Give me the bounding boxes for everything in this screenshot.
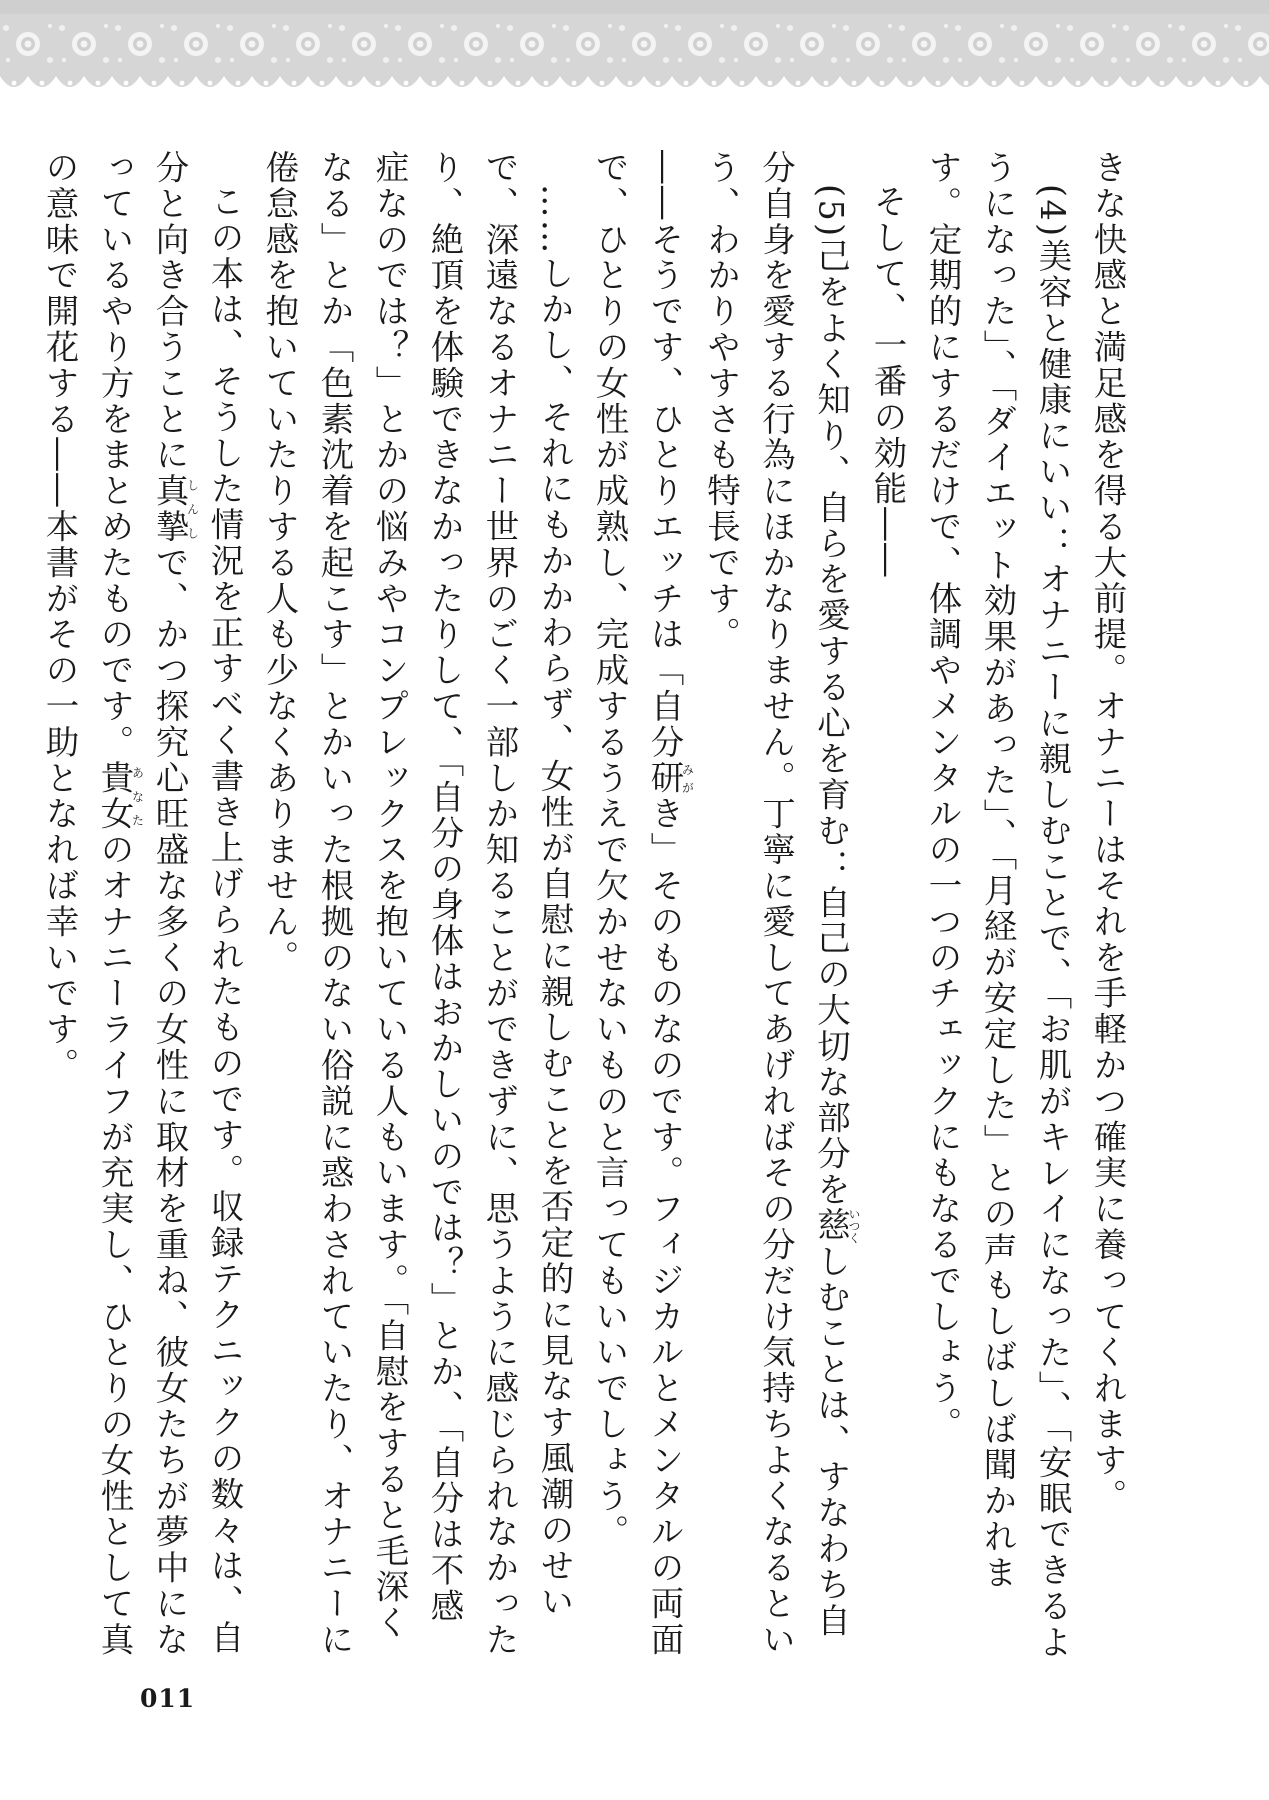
ruby-base: 貴女: [95, 760, 134, 833]
vertical-body-text: [40, 150, 1135, 1660]
paragraph-7: [32, 150, 252, 1660]
paragraph-4: [694, 150, 861, 1660]
page-number: 011: [140, 1684, 196, 1713]
ruby-anata: [95, 760, 145, 833]
paragraph-1: きな快感と満足感を得る大前提。オナニーはそれを手軽かつ確実に養ってくれます。: [1088, 150, 1127, 1515]
paragraph-2: (4)美容と健康にいい：オナニーに親しむことで、「お肌がキレイになった」、「安眠できるようになった」、「ダイエット効果があった」、「月経が安定した」との声もしばしば聞かれます。定期的にするだけで、体調やメンタルの一つのチェックにもなるでしょう。: [923, 150, 1072, 1660]
paragraph-4-text-a: (5)己をよく知り、自らを愛する心を育む：自己の大切な部分を: [811, 183, 851, 1208]
paragraph-5-text-b: き」そのものなのです。フィジカルとメンタルの両面で、ひとりの女性が成熟し、完成するうえで欠かせないものと言ってもいいでしょう。: [590, 150, 684, 1658]
paragraph-6: ……しかし、それにもかかわらず、女性が自慰に親しむことを否定的に見なす風潮のせいで、深遠なるオナニー世界のごく一部しか知ることができずに、思うように感じられなかったり、絶頂を体験できなかったりして、「自分の身体はおかしいのでは？」とか、「自分は不感症なのでは？」とかの悩みやコンプレックスを抱いている人もいます。「自慰をすると毛深くなる」とか「色素沈着を起こす」とかいった根拠のない俗説に惑わされていたり、オナニーに倦怠感を抱いていたりする人も少なくありません。: [260, 150, 574, 1658]
top-gray-band: [0, 0, 1269, 14]
lace-border-decoration: [0, 14, 1269, 100]
ruby-reading: いつく: [847, 1207, 861, 1244]
paragraph-7-text-c: のオナニーライフが充実し、ひとりの女性として真の意味で開花する――本書がその一助となれば幸いです。: [40, 150, 134, 1658]
paragraph-4-text-b: しむことは、すなわち自分自身を愛する行為にほかなりません。丁寧に愛してあげればその分だけ気持ちよくなるという、わかりやすさも特長です。: [701, 150, 851, 1658]
paragraph-5-text-a: ――そうです、ひとりエッチは「自分: [645, 150, 684, 761]
ruby-reading: あなた: [130, 760, 145, 833]
ruby-reading: しんし: [185, 473, 200, 545]
ruby-base: 慈: [811, 1207, 851, 1244]
ruby-base: 真摯: [150, 473, 189, 545]
paragraph-3: そして、一番の効能――: [868, 183, 907, 579]
ruby-base: 研: [645, 760, 684, 797]
ruby-itsukushimu: [811, 1207, 861, 1244]
ruby-shinshi: [150, 473, 200, 545]
paragraph-7-text-b: で、かつ探究心旺盛な多くの女性に取材を重ね、彼女たちが夢中になっているやり方をまとめたものです。: [95, 150, 189, 1658]
ruby-reading: みが: [680, 760, 695, 797]
paragraph-5: [582, 150, 694, 1660]
paragraph-7-text-a: この本は、そうした情況を正すべく書き上げられたものです。収録テクニックの数々は、自分と向き合うことに: [150, 150, 244, 1656]
ruby-migaki: [645, 760, 695, 797]
